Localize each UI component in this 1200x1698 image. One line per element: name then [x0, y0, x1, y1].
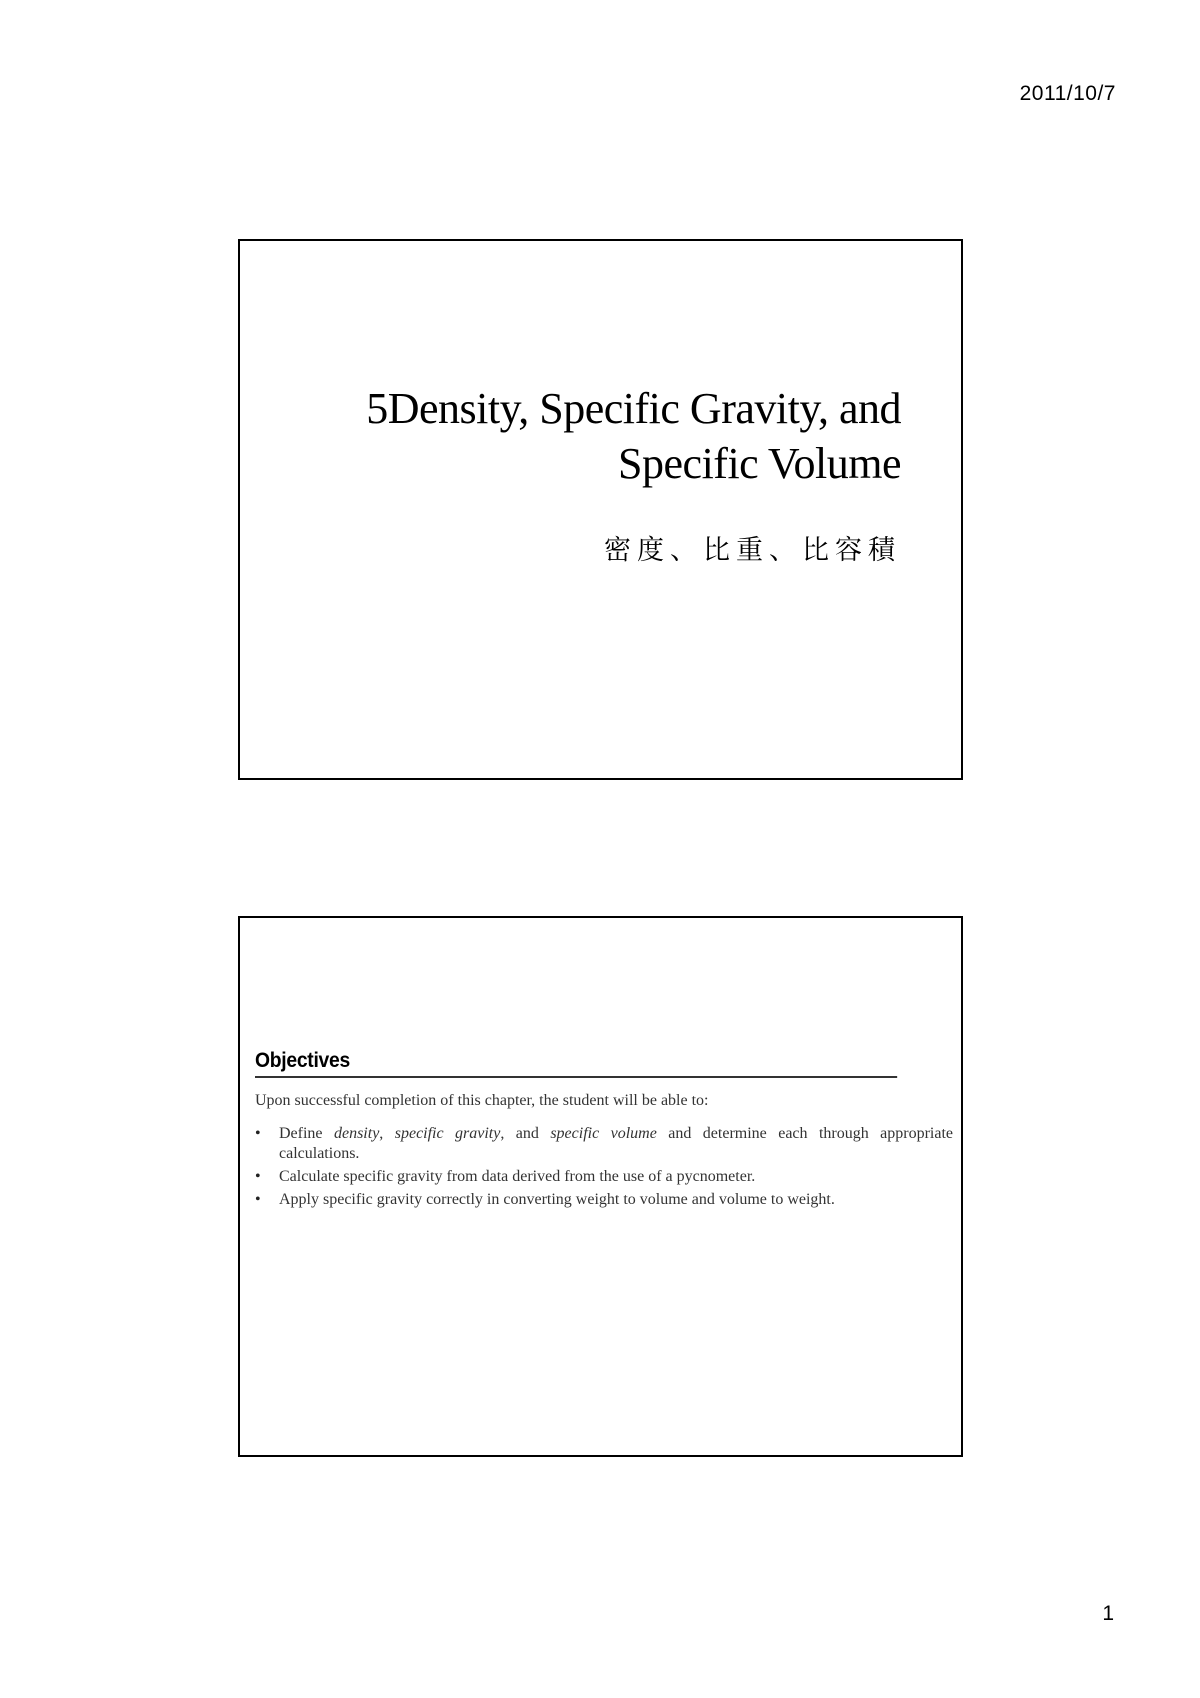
objective-text: Calculate specific gravity from data derived from the use of a pycnometer.: [279, 1168, 756, 1185]
slide-title: [366, 381, 901, 491]
objectives-intro: Upon successful completion of this chapter, the student will be able to:: [255, 1092, 709, 1109]
page-date: 2011/10/7: [1019, 82, 1116, 105]
objective-item: [255, 1167, 953, 1187]
slide-title-line1: 5Density, Specific Gravity, and: [366, 384, 901, 433]
bullet-icon: •: [255, 1125, 261, 1142]
objective-text-sep2: , and: [500, 1125, 551, 1142]
slide-subtitle: 密度、比重、比容積: [604, 535, 901, 566]
objectives-heading: Objectives: [255, 1049, 897, 1078]
term-specific-volume: specific volume: [550, 1125, 657, 1142]
objective-text-pre: Define: [279, 1125, 334, 1142]
objective-item: [255, 1124, 953, 1164]
term-density: density: [333, 1125, 380, 1142]
title-slide: [238, 239, 963, 780]
objective-item: [255, 1190, 953, 1210]
slide-title-line2: Specific Volume: [618, 439, 901, 488]
objective-text-post: and determine each through appropriate calculations.: [279, 1125, 954, 1162]
objectives-slide: [238, 916, 963, 1457]
objectives-list: [255, 1124, 953, 1210]
bullet-icon: •: [255, 1168, 261, 1185]
title-block: [366, 381, 901, 567]
objective-text: Apply specific gravity correctly in converting weight to volume and volume to weight.: [279, 1191, 835, 1208]
term-specific-gravity: specific gravity: [394, 1125, 501, 1142]
page-number: 1: [1102, 1602, 1114, 1625]
objective-text-sep1: ,: [379, 1125, 395, 1142]
objectives-section: [255, 1049, 953, 1213]
bullet-icon: •: [255, 1191, 261, 1208]
